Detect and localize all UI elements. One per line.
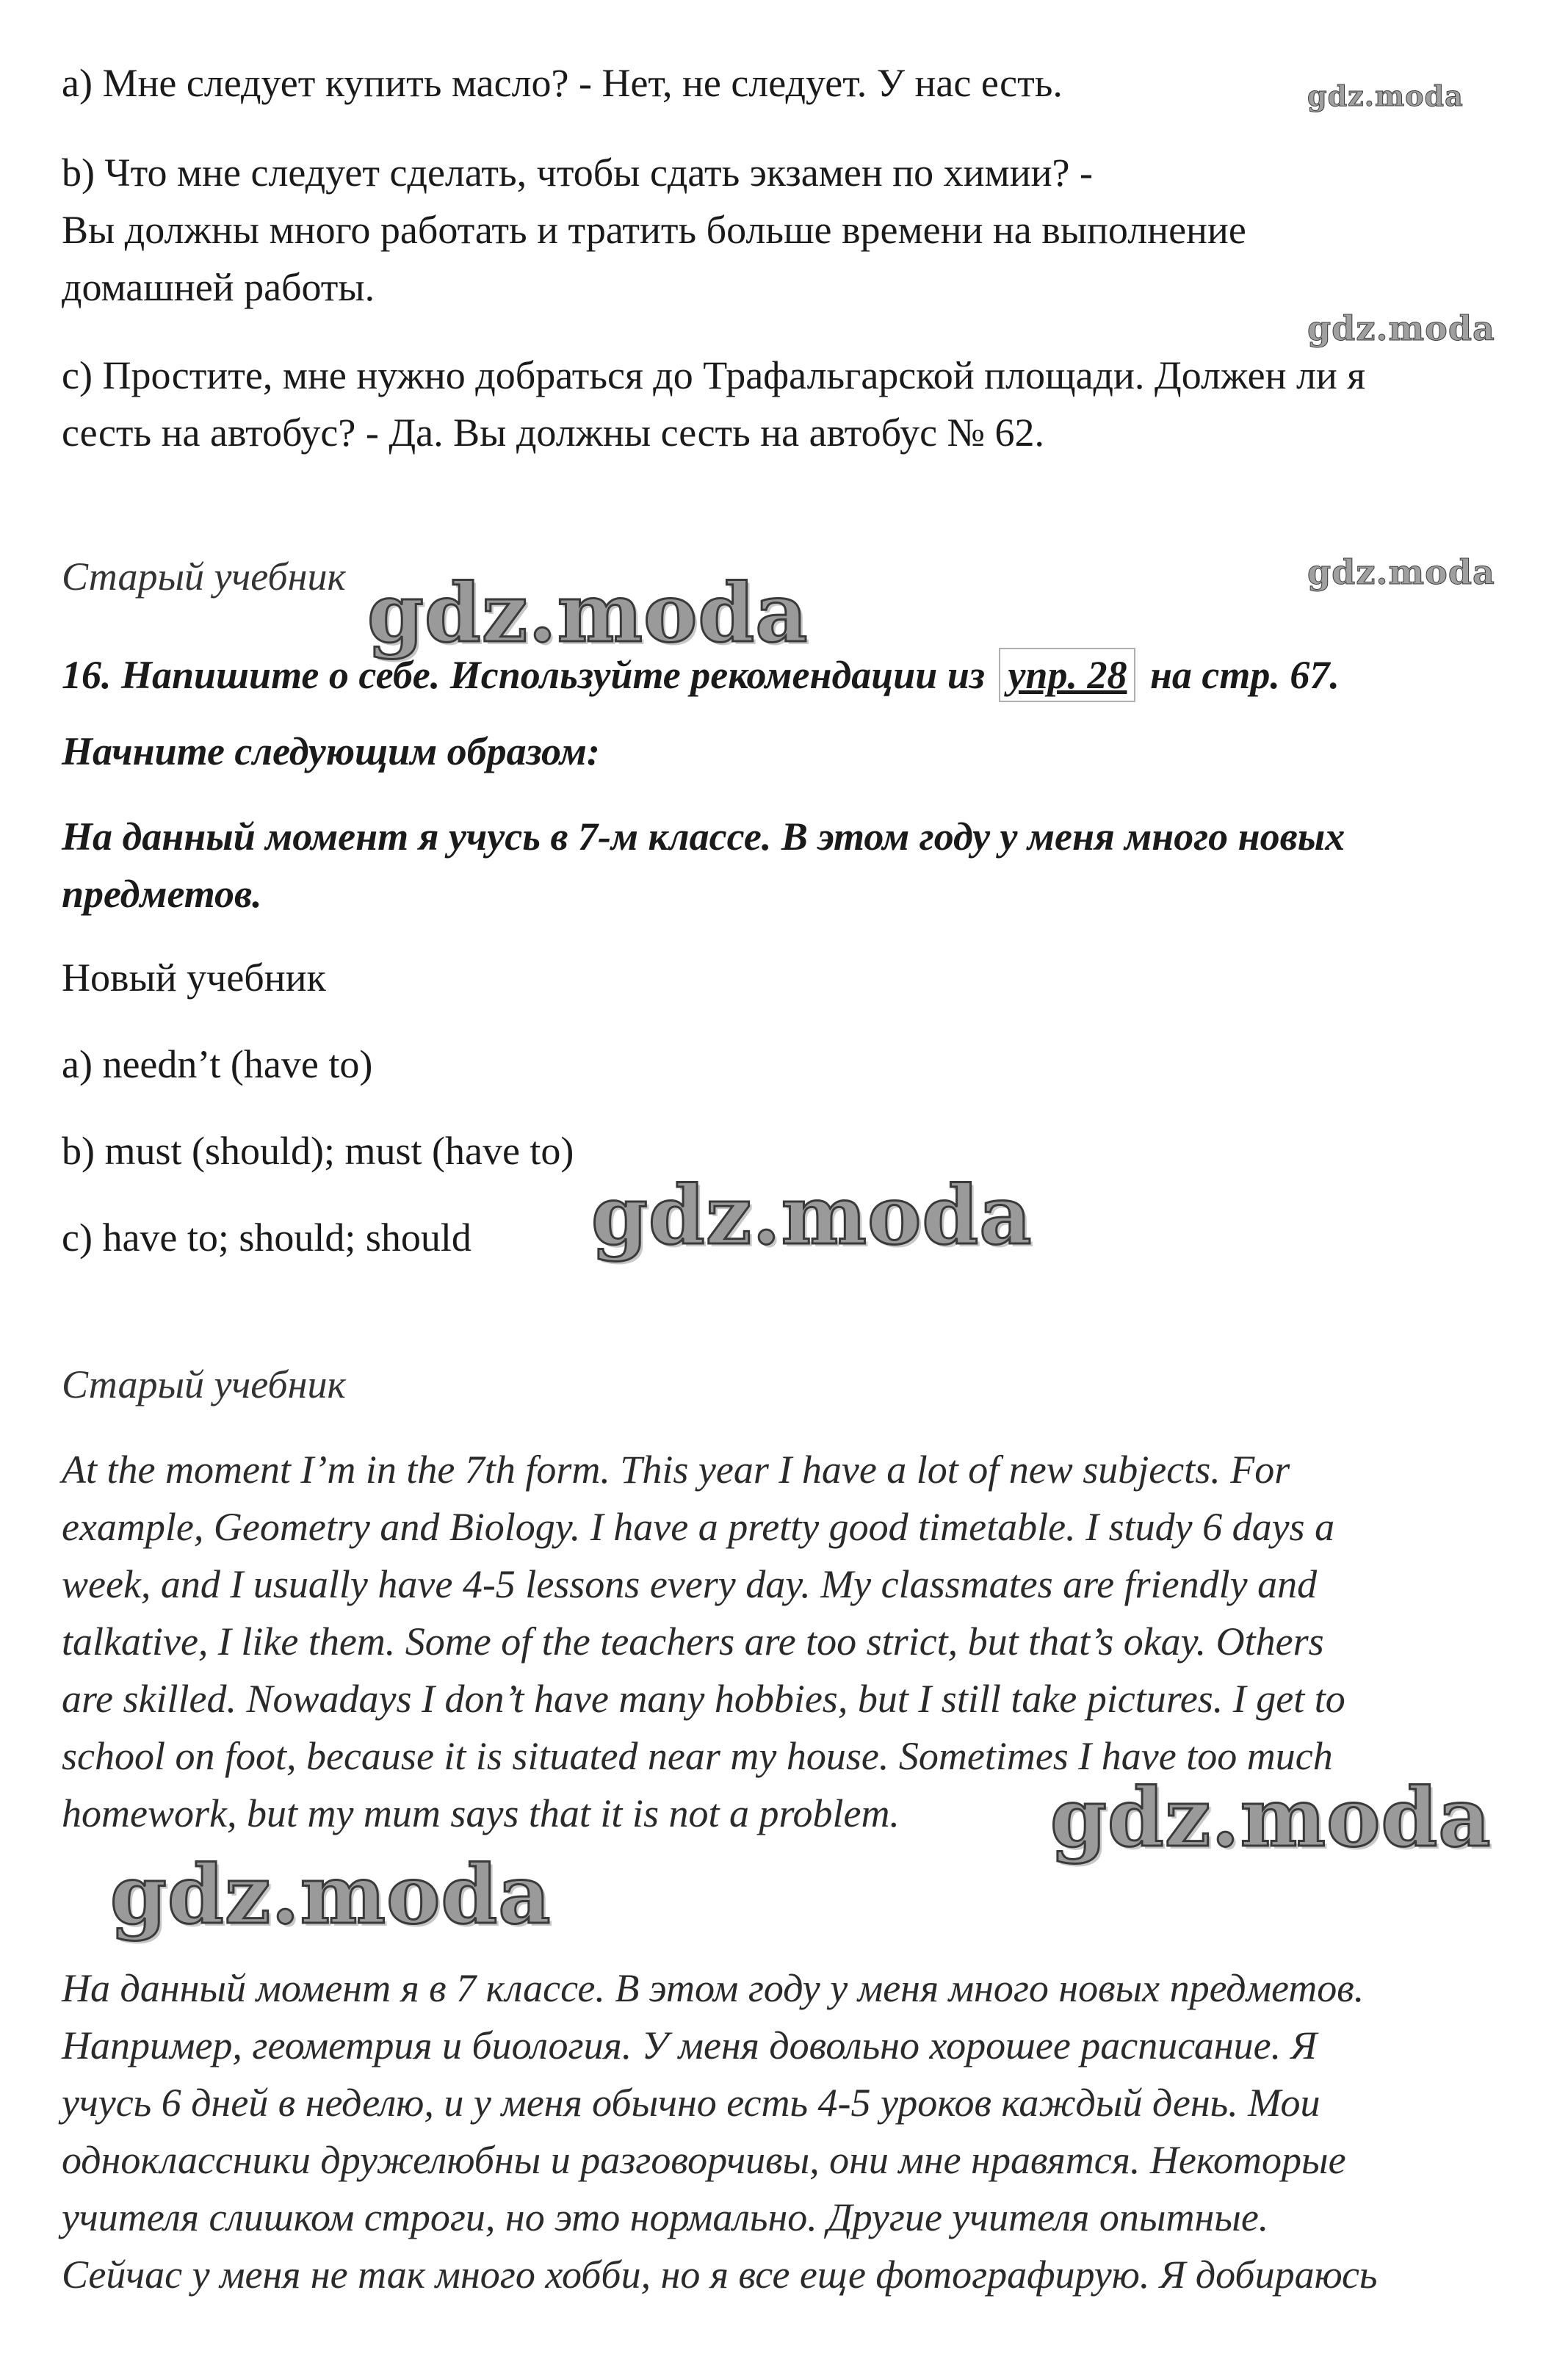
watermark: gdz.moda [110,1847,552,1942]
translation-line: учителя слишком строги, но это нормально. Другие учителя опытные. [62,2195,1269,2239]
answer-b [62,144,1516,316]
task-prefix: 16. Напишите о себе. Используйте рекомендации из [62,653,985,697]
section-label-new: Новый учебник [62,956,326,1000]
task-suffix: на стр. 67. [1149,653,1340,697]
new-answer-a: a) needn’t (have to) [62,1042,373,1086]
watermark: gdz.moda [1307,308,1495,348]
new-answer-b: b) must (should); must (have to) [62,1129,574,1173]
section-label-old: Старый учебник [62,555,346,599]
watermark: gdz.moda [1050,1770,1492,1865]
answer-a: a) Мне следует купить масло? - Нет, не следует. У нас есть. [62,61,1063,105]
essay-line: example, Geometry and Biology. I have a pretty good timetable. I study 6 days a [62,1505,1335,1549]
answer-c-line: c) Простите, мне нужно добраться до Трафальгарской площади. Должен ли я [62,353,1366,397]
russian-translation [62,1960,1516,2303]
answer-b-line: b) Что мне следует сделать, чтобы сдать экзамен по химии? - [62,151,1093,195]
new-answer-c: c) have to; should; should [62,1216,472,1260]
watermark: gdz.moda [1307,79,1464,112]
essay-line: talkative, I like them. Some of the teachers are too strict, but that’s okay. Others [62,1619,1324,1664]
task-line-3: На данный момент я учусь в 7-м классе. В этом году у меня много новых [62,815,1345,859]
translation-line: учусь 6 дней в неделю, и у меня обычно есть 4-5 уроков каждый день. Мои [62,2081,1320,2125]
watermark: gdz.moda [367,566,809,660]
section-label-old-2: Старый учебник [62,1362,346,1406]
answer-c [62,347,1516,461]
answer-c-line: сесть на автобус? - Да. Вы должны сесть на автобус № 62. [62,411,1045,455]
translation-line: одноклассники дружелюбны и разговорчивы, они мне нравятся. Некоторые [62,2138,1346,2182]
english-essay [62,1441,1516,1842]
task-line-4: предметов. [62,872,262,916]
translation-line: Например, геометрия и биология. У меня довольно хорошее расписание. Я [62,2023,1318,2067]
essay-line: are skilled. Nowadays I don’t have many hobbies, but I still take pictures. I get to [62,1677,1345,1721]
task-line-2: Начните следующим образом: [62,729,600,773]
essay-line: week, and I usually have 4-5 lessons every day. My classmates are friendly and [62,1562,1318,1606]
translation-line: На данный момент я в 7 классе. В этом году у меня много новых предметов. [62,1966,1365,2010]
essay-line: school on foot, because it is situated near my house. Sometimes I have too much [62,1734,1333,1778]
essay-line: At the moment I’m in the 7th form. This year I have a lot of new subjects. For [62,1448,1290,1492]
answer-b-line: домашней работы. [62,265,375,309]
answer-b-line: Вы должны много работать и тратить больше времени на выполнение [62,208,1246,252]
essay-line: homework, but my mum says that it is not a problem. [62,1791,900,1835]
translation-line: Сейчас у меня не так много хобби, но я все еще фотографирую. Я добираюсь [62,2253,1378,2297]
watermark: gdz.moda [1307,552,1495,592]
task-line-1 [62,646,1340,704]
watermark: gdz.moda [591,1168,1033,1263]
exercise-link[interactable]: упр. 28 [999,648,1135,702]
